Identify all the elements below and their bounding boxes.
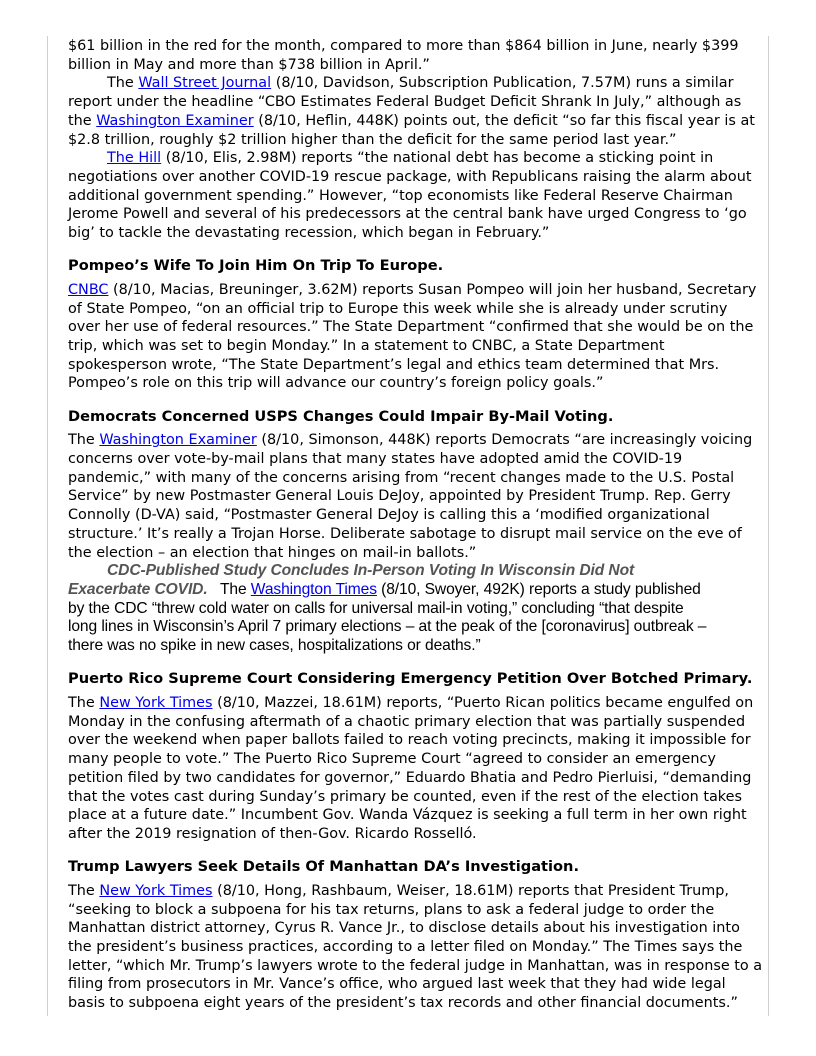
text-run: The [107, 75, 139, 92]
text-run: (8/10, Hong, Rashbaum, Weiser, 18.61M) reports that President Trump, [212, 882, 729, 899]
text-line [68, 224, 758, 243]
text-line [68, 525, 758, 544]
article-paragraph [68, 882, 763, 1013]
text-run: The [68, 695, 100, 711]
text-run: spokesperson wrote, “The State Department’s legal and ethics team determined that Mrs. [68, 356, 720, 373]
text-run: the [68, 112, 97, 129]
text-run: basis to subpoena eight years of the president’s tax records and other financial documents.” [68, 995, 738, 1012]
text-line [68, 562, 758, 581]
document-body [68, 37, 763, 1013]
article-headline: Pompeo’s Wife To Join Him On Trip To Europe. [68, 257, 444, 275]
article-headline: Puerto Rico Supreme Court Considering Emergency Petition Over Botched Primary. [68, 670, 753, 688]
text-run: The [68, 432, 100, 449]
text-line [68, 318, 758, 337]
text-line [68, 431, 758, 450]
text-line [68, 581, 758, 600]
text-line [68, 74, 758, 93]
text-line [68, 149, 758, 168]
text-line [68, 618, 758, 637]
text-run: the election – an election that hinges on mail-in ballots.” [68, 544, 477, 561]
text-run: (8/10, Simonson, 448K) reports Democrats “are increasingly voicing [256, 432, 753, 449]
text-run: place at a future date.” Incumbent Gov. Wanda Vázquez is seeking a full term in her own right [68, 807, 747, 824]
text-line [68, 901, 758, 920]
text-line [68, 938, 758, 957]
text-run: pandemic,” with many of the concerns arising from “recent changes made to the U.S. Postal [68, 469, 735, 486]
text-run: (8/10, Heflin, 448K) points out, the deficit “so far this fiscal year is at [253, 112, 755, 129]
text-run: of State Pompeo, “on an official trip to Europe this week while she is already under scrutiny [68, 300, 728, 317]
text-run: after the 2019 resignation of then-Gov. Ricardo Rosselló. [68, 825, 477, 842]
text-run: the president’s business practices, according to a letter filed on Monday.” The Times says the [68, 938, 743, 955]
text-run: The [68, 882, 100, 899]
text-run: petition filed by two candidates for governor,” Eduardo Bhatia and Pedro Pierluisi, “demanding [68, 769, 752, 786]
text-line [68, 37, 758, 56]
sub-headline: Exacerbate COVID. [68, 580, 208, 598]
text-run: Pompeo’s role on this trip will advance our country’s foreign policy goals.” [68, 375, 604, 392]
text-run: (8/10, Elis, 2.98M) reports “the national debt has become a sticking point in [161, 150, 714, 167]
source-link[interactable]: Washington Times [250, 580, 377, 598]
article-headline: Democrats Concerned USPS Changes Could Impair By-Mail Voting. [68, 407, 614, 425]
text-line [68, 281, 758, 300]
source-link[interactable]: Washington Examiner [99, 432, 257, 449]
source-link[interactable]: Wall Street Journal [138, 75, 272, 92]
text-run: Service” by new Postmaster General Louis DeJoy, appointed by President Trump. Rep. Gerry [68, 488, 731, 505]
text-run: report under the headline “CBO Estimates Federal Budget Deficit Shrank In July,” although as [68, 94, 742, 111]
text-run: $61 billion in the red for the month, compared to more than $864 billion in June, nearly $399 [68, 38, 739, 54]
text-run: over the weekend when paper ballots failed to reach voting precincts, making it impossible for [68, 732, 751, 749]
text-line [68, 600, 758, 619]
text-line [68, 168, 758, 187]
text-line [68, 356, 758, 375]
text-line [68, 975, 758, 994]
text-line [68, 806, 758, 825]
text-line [68, 300, 758, 319]
text-line [68, 919, 758, 938]
text-run: long lines in Wisconsin’s April 7 primary elections – at the peak of the [coronavirus] outbreak – [68, 618, 707, 636]
text-line [68, 957, 763, 976]
source-link[interactable]: New York Times [99, 695, 213, 711]
text-run: additional government spending.” However, “top economists like Federal Reserve Chairman [68, 187, 733, 204]
text-line [68, 637, 758, 656]
text-line [68, 750, 758, 769]
text-line [68, 374, 758, 393]
article-paragraph [68, 281, 758, 393]
text-line [68, 825, 758, 844]
right-margin-rule [768, 36, 769, 1016]
text-line [68, 205, 758, 224]
text-line [68, 487, 758, 506]
source-link[interactable]: New York Times [99, 882, 213, 899]
text-line [68, 56, 758, 75]
text-line [68, 713, 758, 732]
text-run: letter, “which Mr. Trump’s lawyers wrote to the federal judge in Manhattan, was in response to a [68, 957, 763, 974]
text-line [68, 694, 758, 713]
text-line [68, 131, 758, 150]
source-link[interactable]: The Hill [107, 150, 162, 167]
left-margin-rule [47, 36, 48, 1016]
text-line [68, 994, 758, 1013]
sub-headline: CDC-Published Study Concludes In-Person Voting In Wisconsin Did Not [107, 562, 635, 580]
text-run: (8/10, Mazzei, 18.61M) reports, “Puerto Rican politics became engulfed on [212, 695, 754, 711]
text-run: (8/10, Swoyer, 492K) reports a study published [376, 580, 701, 598]
text-line [68, 731, 758, 750]
text-run: Jerome Powell and several of his predecessors at the central bank have urged Congress to ‘go [68, 206, 747, 223]
article-paragraph [68, 431, 758, 562]
text-run: that the votes cast during Sunday’s primary be counted, even if the rest of the election takes [68, 788, 742, 805]
text-run: structure.’ It’s really a Trojan Horse. Deliberate sabotage to disrupt mail service on the eve of [68, 525, 742, 542]
text-run: (8/10, Davidson, Subscription Publication, 7.57M) runs a similar [271, 75, 734, 92]
text-run: there was no spike in new cases, hospitalizations or deaths.” [68, 637, 481, 655]
article-headline: Trump Lawyers Seek Details Of Manhattan DA’s Investigation. [68, 858, 579, 876]
text-line [68, 544, 758, 563]
text-run: many people to vote.” The Puerto Rico Supreme Court “agreed to consider an emergency [68, 751, 716, 768]
text-run: concerns over vote-by-mail plans that many states have adopted amid the COVID-19 [68, 451, 683, 468]
text-run: The [207, 580, 251, 598]
text-line [68, 112, 758, 131]
text-line [68, 337, 758, 356]
source-link[interactable]: CNBC [68, 281, 109, 298]
text-run: Monday in the confusing aftermath of a chaotic primary election that was partially suspended [68, 713, 746, 730]
text-line [68, 93, 758, 112]
text-run: (8/10, Macias, Breuninger, 3.62M) reports Susan Pompeo will join her husband, Secretary [108, 281, 757, 298]
text-run: trip, which was set to begin Monday.” In a statement to CNBC, a State Department [68, 338, 665, 355]
text-line [68, 882, 758, 901]
article-paragraph [68, 694, 758, 844]
text-run: by the CDC “threw cold water on calls for universal mail-in voting,” concluding “that despite [68, 599, 684, 617]
text-line [68, 469, 758, 488]
article-paragraph [68, 562, 758, 656]
text-line [68, 450, 758, 469]
text-run: $2.8 trillion, roughly $2 trillion higher than the deficit for the same period last year.” [68, 131, 677, 148]
text-run: filing from prosecutors in Mr. Vance’s office, who argued last week that they had wide legal [68, 976, 726, 993]
text-line [68, 788, 758, 807]
text-line [68, 769, 758, 788]
source-link[interactable]: Washington Examiner [96, 112, 254, 129]
text-line [68, 506, 758, 525]
text-line [68, 187, 758, 206]
text-run: “seeking to block a subpoena for his tax returns, plans to ask a federal judge to order the [68, 901, 715, 918]
text-run: Manhattan district attorney, Cyrus R. Vance Jr., to disclose details about his investigation into [68, 920, 740, 937]
text-run: Connolly (D-VA) said, “Postmaster General DeJoy is calling this a ‘modified organizational [68, 507, 710, 524]
text-run: billion in May and more than $738 billion in April.” [68, 56, 430, 73]
text-run: negotiations over another COVID-19 rescue package, with Republicans raising the alarm about [68, 168, 752, 185]
text-run: big’ to tackle the devastating recession, which began in February.” [68, 225, 550, 242]
text-run: over her use of federal resources.” The State Department “confirmed that she would be on the [68, 319, 754, 336]
article-paragraph [68, 37, 758, 243]
